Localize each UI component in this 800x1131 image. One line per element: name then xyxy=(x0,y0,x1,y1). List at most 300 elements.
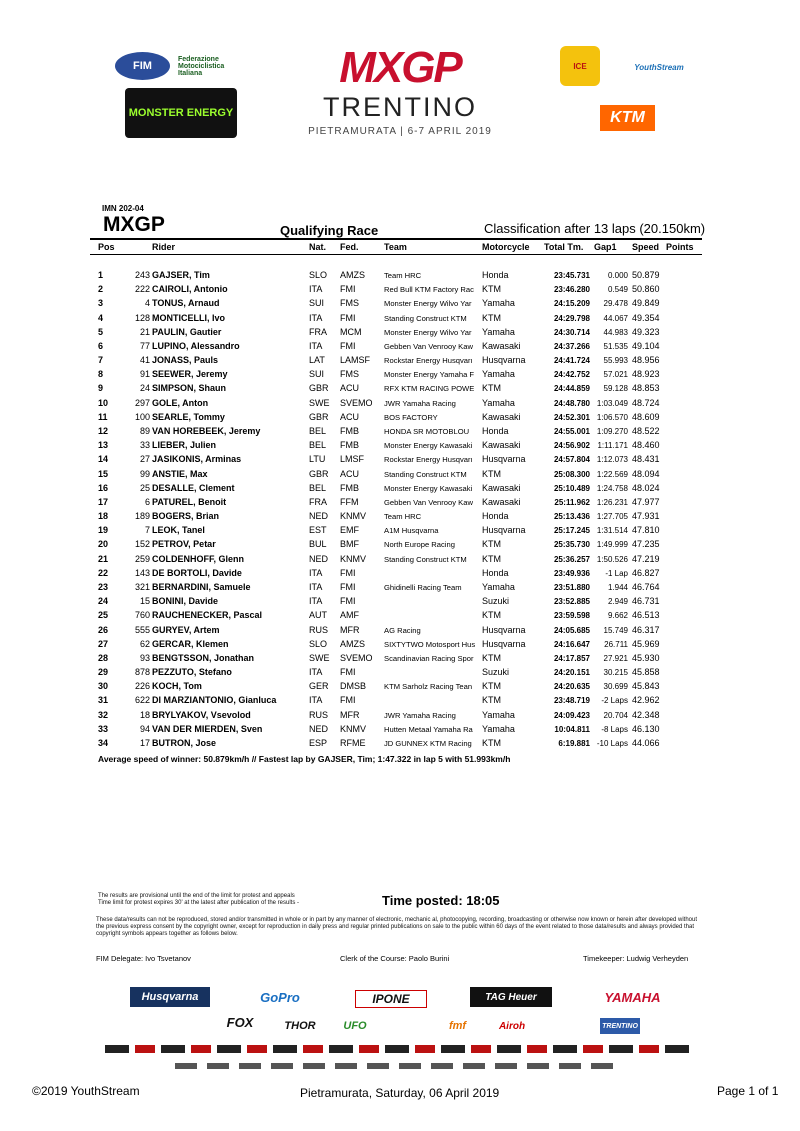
cell-pos: 15 xyxy=(98,468,109,479)
cell-pos: 16 xyxy=(98,482,109,493)
cell-team: Rockstar Energy Husqvarı xyxy=(384,455,473,465)
cell-team: Monster Energy Kawasaki xyxy=(384,483,473,493)
cell-team: Standing Construct KTM xyxy=(384,313,467,323)
cell-speed: 48.460 xyxy=(632,440,660,451)
cell-nat: SLO xyxy=(309,638,328,649)
cell-total: 23:49.936 xyxy=(553,568,590,578)
cell-moto: Yamaha xyxy=(482,298,515,309)
cell-speed: 45.930 xyxy=(632,652,660,663)
mxgp-logo: MXGP xyxy=(339,42,461,92)
minor-sponsors-row xyxy=(105,1045,695,1053)
cell-total: 25:35.730 xyxy=(553,540,590,550)
cell-pos: 13 xyxy=(98,440,109,451)
cell-nat: GER xyxy=(309,681,329,692)
cell-rider: CAIROLI, Antonio xyxy=(152,284,228,295)
col-fed: Fed. xyxy=(340,242,359,252)
table-row xyxy=(0,454,800,468)
cell-total: 23:51.880 xyxy=(553,582,590,592)
cell-gap: 44.067 xyxy=(603,313,628,323)
table-row xyxy=(0,681,800,695)
cell-rider: DI MARZIANTONIO, Gianluca xyxy=(152,695,277,706)
thor-logo: THOR xyxy=(284,1020,316,1032)
sponsor-strip xyxy=(100,985,700,1080)
cell-gap: 1:12.073 xyxy=(596,455,628,465)
cell-gap: 1:50.526 xyxy=(596,554,628,564)
cell-pos: 6 xyxy=(98,340,104,351)
cell-nat: LTU xyxy=(309,454,326,465)
cell-moto: Kawasaki xyxy=(482,482,521,493)
cell-moto: KTM xyxy=(482,383,501,394)
header-divider xyxy=(90,238,702,240)
cell-nat: ITA xyxy=(309,340,323,351)
table-row xyxy=(0,313,800,327)
race-name: Qualifying Race xyxy=(280,223,379,238)
cell-total: 24:44.859 xyxy=(553,384,590,394)
cell-total: 24:55.001 xyxy=(553,426,590,436)
minor-sponsors-row-2 xyxy=(175,1063,620,1069)
cell-rider: BRYLYAKOV, Vsevolod xyxy=(152,709,251,720)
cell-speed: 47.931 xyxy=(632,511,660,522)
cell-speed: 46.731 xyxy=(632,596,660,607)
cell-speed: 48.724 xyxy=(632,397,660,408)
cell-total: 24:57.804 xyxy=(553,455,590,465)
table-row xyxy=(0,582,800,596)
table-row xyxy=(0,369,800,383)
footer-copyright: ©2019 YouthStream xyxy=(32,1084,140,1098)
cell-moto: KTM xyxy=(482,553,501,564)
cell-num: 226 xyxy=(134,681,150,692)
cell-gap: -10 Laps xyxy=(596,738,628,748)
cell-nat: NED xyxy=(309,553,329,564)
cell-nat: SUI xyxy=(309,298,325,309)
cell-rider: SEEWER, Jeremy xyxy=(152,369,228,380)
cell-nat: SLO xyxy=(309,270,328,280)
cell-speed: 46.764 xyxy=(632,581,660,592)
cell-speed: 47.219 xyxy=(632,553,660,564)
cell-num: 24 xyxy=(139,383,150,394)
cell-num: 18 xyxy=(139,709,150,720)
cell-nat: SUI xyxy=(309,369,325,380)
cell-pos: 21 xyxy=(98,553,109,564)
cell-rider: PAULIN, Gautier xyxy=(152,326,222,337)
husqvarna-logo: Husqvarna xyxy=(130,987,210,1007)
cell-gap: 29.478 xyxy=(603,299,628,309)
table-row xyxy=(0,724,800,738)
ktm-logo: KTM xyxy=(600,105,655,131)
col-points: Points xyxy=(666,242,694,252)
cell-gap: 26.711 xyxy=(604,639,628,649)
table-row xyxy=(0,539,800,553)
cell-rider: BUTRON, Jose xyxy=(152,737,217,748)
cell-team: Monster Energy Wilvo Yar xyxy=(384,299,472,309)
cell-nat: RUS xyxy=(309,709,329,720)
table-row xyxy=(0,511,800,525)
cell-total: 10:04.811 xyxy=(554,724,590,734)
youthstream-logo: YouthStream xyxy=(634,62,684,72)
cell-pos: 27 xyxy=(98,638,109,649)
table-row xyxy=(0,298,800,312)
cell-moto: Husqvarna xyxy=(482,355,526,366)
cell-num: 878 xyxy=(134,667,150,678)
cell-gap: 1:03.049 xyxy=(596,398,628,408)
cell-team: Standing Construct KTM xyxy=(384,469,467,479)
cell-total: 24:48.780 xyxy=(553,398,590,408)
cell-gap: 2.949 xyxy=(607,597,628,607)
cell-pos: 3 xyxy=(98,298,104,309)
table-row xyxy=(0,695,800,709)
cell-rider: BENGTSSON, Jonathan xyxy=(152,652,255,663)
cell-team: Scandinavian Racing Spor xyxy=(384,653,474,663)
cell-gap: 0.549 xyxy=(607,285,628,295)
footer-location-date: Pietramurata, Saturday, 06 April 2019 xyxy=(300,1086,500,1100)
cell-moto: Kawasaki xyxy=(482,496,521,507)
cell-moto: Yamaha xyxy=(482,369,515,380)
cell-rider: GURYEV, Artem xyxy=(152,624,220,635)
cell-gap: 57.021 xyxy=(603,370,628,380)
class-title: MXGP xyxy=(103,213,165,236)
table-row xyxy=(0,284,800,298)
cell-speed: 45.858 xyxy=(632,667,660,678)
table-row xyxy=(0,398,800,412)
cell-rider: GAJSER, Tim xyxy=(152,270,210,280)
cell-total: 6:19.881 xyxy=(558,738,590,748)
cell-fed: FMB xyxy=(340,440,359,451)
col-total: Total Tm. xyxy=(544,242,584,252)
cell-nat: BUL xyxy=(309,539,327,550)
monster-energy-logo: MONSTER ENERGY xyxy=(125,88,237,138)
cell-moto: KTM xyxy=(482,652,501,663)
cell-team: JWR Yamaha Racing xyxy=(384,710,456,720)
provisional-note-1: The results are provisional until the end of the limit for protest and appeals xyxy=(98,893,295,899)
cell-fed: FMI xyxy=(340,667,356,678)
cell-team: BOS FACTORY xyxy=(384,412,438,422)
cell-total: 25:13.436 xyxy=(553,512,590,522)
cell-rider: RAUCHENECKER, Pascal xyxy=(152,610,263,621)
cell-pos: 18 xyxy=(98,511,109,522)
cell-pos: 34 xyxy=(98,737,109,748)
cell-total: 24:16.647 xyxy=(553,639,590,649)
cell-total: 23:52.885 xyxy=(553,597,590,607)
table-row xyxy=(0,610,800,624)
cell-speed: 48.522 xyxy=(632,425,660,436)
cell-total: 24:42.752 xyxy=(553,370,590,380)
cell-speed: 49.104 xyxy=(632,340,660,351)
fox-logo: FOX xyxy=(226,1014,254,1030)
cell-num: 297 xyxy=(134,397,150,408)
cell-fed: RFME xyxy=(340,737,366,748)
cell-total: 24:30.714 xyxy=(553,327,590,337)
cell-total: 24:52.301 xyxy=(553,412,590,422)
cell-num: 94 xyxy=(139,723,150,734)
cell-gap: 1:31.514 xyxy=(596,526,628,536)
cell-pos: 23 xyxy=(98,581,109,592)
cell-pos: 11 xyxy=(98,411,108,422)
cell-fed: DMSB xyxy=(340,681,367,692)
cell-num: 243 xyxy=(134,270,150,280)
cell-num: 62 xyxy=(139,638,150,649)
cell-nat: ITA xyxy=(309,581,323,592)
cell-moto: Yamaha xyxy=(482,581,515,592)
trentino-logo: TRENTINO xyxy=(600,1018,640,1034)
cell-gap: 1:49.999 xyxy=(596,540,628,550)
cell-fed: FMB xyxy=(340,482,359,493)
cell-fed: ACU xyxy=(340,468,360,479)
cell-team: Monster Energy Yamaha F xyxy=(384,370,475,380)
cell-num: 15 xyxy=(139,596,150,607)
cell-fed: MCM xyxy=(340,326,362,337)
cell-team: AG Racing xyxy=(384,625,421,635)
cell-rider: BONINI, Davide xyxy=(152,596,219,607)
cell-nat: GBR xyxy=(309,383,329,394)
col-pos: Pos xyxy=(98,242,115,252)
cell-moto: Honda xyxy=(482,567,509,578)
table-row xyxy=(0,653,800,667)
cell-moto: Husqvarna xyxy=(482,454,526,465)
cell-moto: KTM xyxy=(482,695,501,706)
cell-nat: ITA xyxy=(309,312,323,323)
cell-moto: Kawasaki xyxy=(482,411,521,422)
cell-moto: Yamaha xyxy=(482,709,515,720)
cell-nat: ITA xyxy=(309,695,323,706)
table-row xyxy=(0,554,800,568)
cell-gap: 9.662 xyxy=(607,611,628,621)
cell-nat: EST xyxy=(309,525,327,536)
cell-gap: 20.704 xyxy=(603,710,628,720)
cell-rider: PATUREL, Benoit xyxy=(152,496,227,507)
cell-fed: FMS xyxy=(340,369,359,380)
cell-moto: KTM xyxy=(482,539,501,550)
cell-speed: 48.094 xyxy=(632,468,660,479)
cell-num: 25 xyxy=(139,482,150,493)
cell-rider: COLDENHOFF, Glenn xyxy=(152,553,244,564)
cell-gap: 51.535 xyxy=(603,341,628,351)
cell-gap: 1:09.270 xyxy=(596,426,628,436)
cell-rider: SIMPSON, Shaun xyxy=(152,383,227,394)
cell-nat: BEL xyxy=(309,425,327,436)
cell-fed: ACU xyxy=(340,383,360,394)
cell-num: 622 xyxy=(134,695,150,706)
cell-num: 128 xyxy=(134,312,150,323)
cell-nat: NED xyxy=(309,723,329,734)
col-nat: Nat. xyxy=(309,242,327,252)
cell-team: A1M Husqvarna xyxy=(384,526,439,536)
cell-num: 17 xyxy=(139,737,150,748)
race-info: Classification after 13 laps (20.150km) xyxy=(484,221,706,236)
cell-total: 24:09.423 xyxy=(553,710,590,720)
cell-team: JD GUNNEX KTM Racing xyxy=(384,738,472,748)
cell-team: Red Bull KTM Factory Rac xyxy=(384,285,474,295)
cell-num: 143 xyxy=(134,567,150,578)
cell-speed: 50.860 xyxy=(632,284,660,295)
cell-team: Ghidinelli Racing Team xyxy=(384,582,462,592)
event-subtitle: PIETRAMURATA | 6-7 APRIL 2019 xyxy=(308,125,492,137)
cell-pos: 22 xyxy=(98,567,109,578)
cell-gap: 27.921 xyxy=(603,653,628,663)
table-row xyxy=(0,327,800,341)
cell-total: 24:20.635 xyxy=(553,682,590,692)
cell-rider: VAN DER MIERDEN, Sven xyxy=(152,723,263,734)
cell-speed: 44.066 xyxy=(632,737,660,748)
cell-moto: Honda xyxy=(482,425,509,436)
cell-gap: 30.699 xyxy=(603,682,628,692)
cell-speed: 42.962 xyxy=(632,695,660,706)
table-row xyxy=(0,426,800,440)
table-row xyxy=(0,710,800,724)
cell-rider: LEOK, Tanel xyxy=(152,525,205,536)
cell-moto: Suzuki xyxy=(482,667,510,678)
cell-fed: FMI xyxy=(340,567,356,578)
cell-gap: 44.983 xyxy=(603,327,628,337)
cell-speed: 48.609 xyxy=(632,411,660,422)
cell-rider: JASIKONIS, Arminas xyxy=(152,454,242,465)
cell-num: 4 xyxy=(144,298,150,309)
fim-logo: FIM xyxy=(115,52,170,80)
cell-num: 21 xyxy=(139,326,150,337)
cell-speed: 42.348 xyxy=(632,709,660,720)
cell-fed: SVEMO xyxy=(340,397,373,408)
cell-rider: SEARLE, Tommy xyxy=(152,411,225,422)
cell-moto: KTM xyxy=(482,284,501,295)
cell-fed: FMI xyxy=(340,312,356,323)
cell-moto: KTM xyxy=(482,312,501,323)
cell-num: 33 xyxy=(139,440,150,451)
cell-pos: 10 xyxy=(98,397,109,408)
cell-pos: 30 xyxy=(98,681,109,692)
cell-nat: FRA xyxy=(309,326,327,337)
table-row xyxy=(0,738,800,752)
col-team: Team xyxy=(384,242,407,252)
gopro-logo: GoPro xyxy=(260,989,300,1005)
cell-team: Monster Energy Wilvo Yar xyxy=(384,327,472,337)
cell-fed: FMS xyxy=(340,298,359,309)
cell-gap: 59.128 xyxy=(603,384,628,394)
cell-fed: AMZS xyxy=(340,270,366,280)
cell-gap: 15.749 xyxy=(603,625,628,635)
cell-speed: 49.849 xyxy=(632,298,660,309)
cell-num: 189 xyxy=(134,511,150,522)
cell-fed: KNMV xyxy=(340,511,367,522)
cell-fed: ACU xyxy=(340,411,360,422)
tagheuer-logo: TAG Heuer xyxy=(470,987,552,1007)
cell-moto: Yamaha xyxy=(482,397,515,408)
cell-team: Team HRC xyxy=(384,512,422,522)
cell-pos: 31 xyxy=(98,695,109,706)
cell-pos: 25 xyxy=(98,610,109,621)
cell-team: Team HRC xyxy=(384,271,422,280)
table-row xyxy=(0,497,800,511)
table-row xyxy=(0,596,800,610)
cell-rider: GOLE, Anton xyxy=(152,397,209,408)
cell-num: 27 xyxy=(139,454,150,465)
cell-speed: 47.810 xyxy=(632,525,660,536)
cell-speed: 49.323 xyxy=(632,326,660,337)
cell-total: 23:48.719 xyxy=(553,696,590,706)
cell-num: 6 xyxy=(144,496,150,507)
cell-pos: 28 xyxy=(98,652,109,663)
cell-total: 24:29.798 xyxy=(553,313,590,323)
cell-num: 555 xyxy=(134,624,150,635)
col-speed: Speed xyxy=(632,242,660,252)
cell-total: 24:37.266 xyxy=(553,341,590,351)
cell-speed: 46.513 xyxy=(632,610,660,621)
cell-gap: 1:11.171 xyxy=(597,441,628,451)
cell-pos: 20 xyxy=(98,539,109,550)
fim-delegate: FIM Delegate: Ivo Tsvetanov xyxy=(96,954,191,963)
cell-pos: 5 xyxy=(98,326,104,337)
cell-team: North Europe Racing xyxy=(384,540,455,550)
cell-total: 23:45.731 xyxy=(553,271,590,280)
cell-pos: 32 xyxy=(98,709,109,720)
cell-team: RFX KTM RACING POWE xyxy=(384,384,475,394)
cell-nat: ITA xyxy=(309,667,323,678)
cell-num: 100 xyxy=(134,411,150,422)
timekeeper: Timekeeper: Ludwig Verheyden xyxy=(583,954,689,963)
cell-rider: MONTICELLI, Ivo xyxy=(152,312,225,323)
cell-total: 24:05.685 xyxy=(553,625,590,635)
cell-fed: FMI xyxy=(340,581,356,592)
cell-speed: 45.843 xyxy=(632,681,660,692)
cell-nat: SWE xyxy=(309,652,330,663)
race-summary: Average speed of winner: 50.879km/h // Fastest lap by GAJSER, Tim; 1:47.322 in lap 5 with 51.993km/h xyxy=(98,754,511,764)
cell-nat: LAT xyxy=(309,355,325,366)
cell-total: 23:59.598 xyxy=(553,611,590,621)
cell-speed: 50.879 xyxy=(632,270,660,280)
cell-moto: KTM xyxy=(482,468,501,479)
cell-team: Rockstar Energy Husqvarı xyxy=(384,356,473,366)
cell-moto: Husqvarna xyxy=(482,624,526,635)
cell-pos: 19 xyxy=(98,525,109,536)
cell-team: SIXTYTWO Motosport Hus xyxy=(384,639,476,649)
cell-speed: 48.956 xyxy=(632,355,660,366)
col-rider: Rider xyxy=(152,242,176,252)
cell-rider: ANSTIE, Max xyxy=(152,468,208,479)
cell-speed: 46.317 xyxy=(632,624,660,635)
table-row xyxy=(0,667,800,681)
cell-moto: Yamaha xyxy=(482,723,515,734)
cell-total: 25:36.257 xyxy=(553,554,590,564)
cell-pos: 14 xyxy=(98,454,109,465)
cell-speed: 46.130 xyxy=(632,723,660,734)
cell-fed: FMI xyxy=(340,284,356,295)
cell-nat: AUT xyxy=(309,610,327,621)
cell-total: 24:56.902 xyxy=(553,441,590,451)
cell-speed: 45.969 xyxy=(632,638,660,649)
cell-pos: 33 xyxy=(98,723,109,734)
cell-pos: 9 xyxy=(98,383,104,394)
cell-moto: Husqvarna xyxy=(482,525,526,536)
time-posted: Time posted: 18:05 xyxy=(382,893,500,908)
table-row xyxy=(0,355,800,369)
cell-total: 24:20.151 xyxy=(553,668,590,678)
cell-rider: BOGERS, Brian xyxy=(152,511,220,522)
cell-team: HONDA SR MOTOBLOU xyxy=(384,426,470,436)
cell-gap: 30.215 xyxy=(603,668,628,678)
cell-num: 760 xyxy=(134,610,150,621)
cell-nat: ESP xyxy=(309,737,328,748)
cell-nat: BEL xyxy=(309,440,327,451)
cell-gap: -1 Lap xyxy=(605,568,628,578)
cell-moto: Honda xyxy=(482,511,509,522)
cell-gap: 1:22.569 xyxy=(596,469,628,479)
cell-total: 23:46.280 xyxy=(553,285,590,295)
copyright-notice: These data/results can not be reproduced, stored and/or transmitted in whole or in part by any manner of electronic, mechanic al, photocopying, recording, broadcasting or otherwise now known or herein after developed without the previous express consent by the copyright owner, except for reproduction in daily press and regular printed publications on sale to the public within 60 days of the event related to those data/results and always provided that copyright symbols appears together as follows below. xyxy=(96,917,698,937)
cell-fed: KNMV xyxy=(340,553,367,564)
cell-num: 222 xyxy=(134,284,150,295)
cell-fed: LAMSF xyxy=(340,355,371,366)
cell-team: KTM Sarholz Racing Tean xyxy=(384,682,473,692)
cell-pos: 4 xyxy=(98,312,104,323)
table-row xyxy=(0,341,800,355)
